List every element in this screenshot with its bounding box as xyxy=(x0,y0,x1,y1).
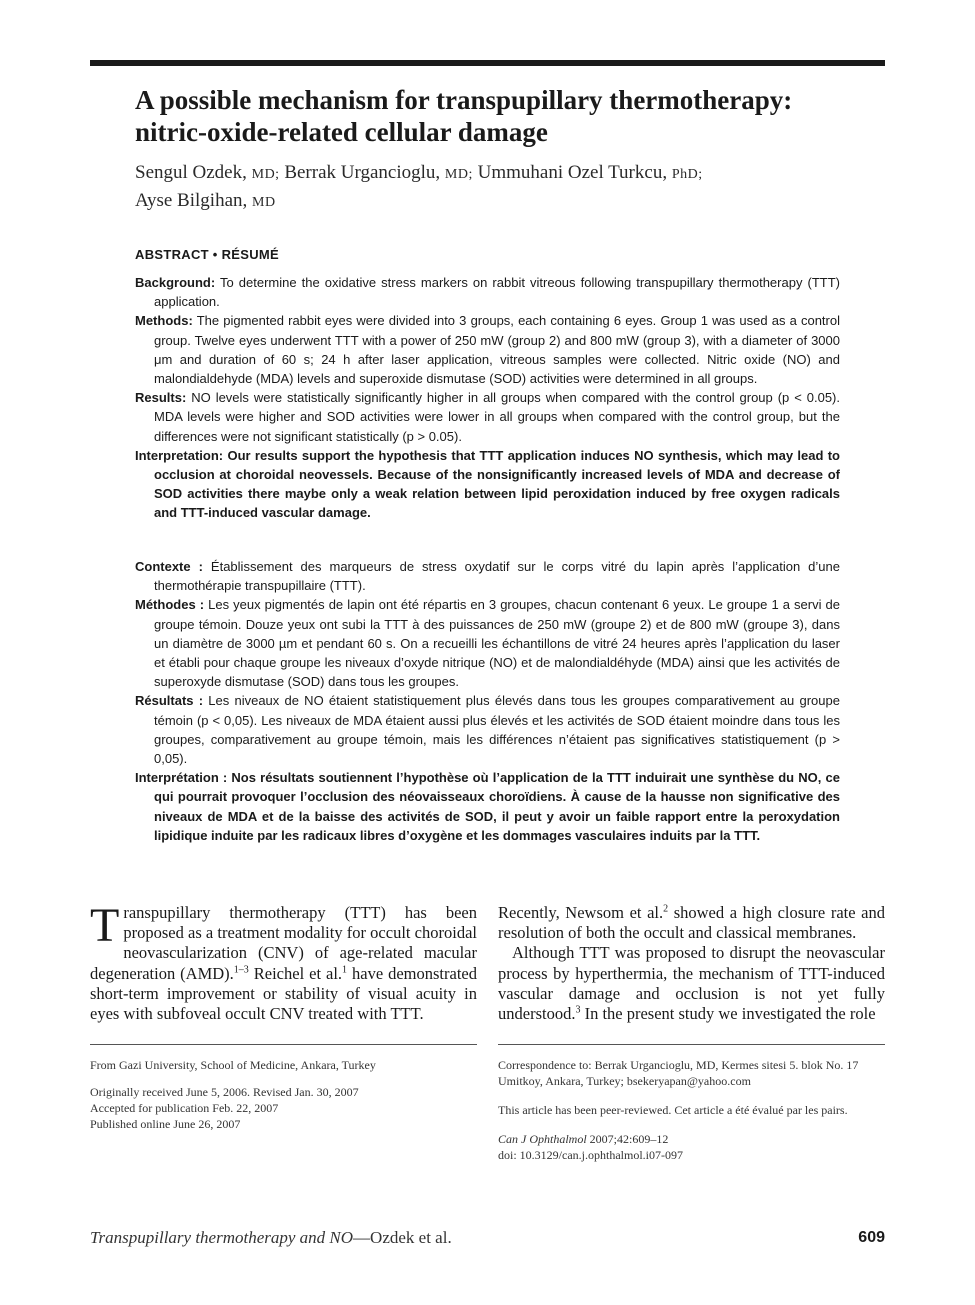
body-text: ranspupillary thermotherapy (TTT) has been proposed as a treatment modality for occult choroidal neovascularization (CNV) of age-related macular degeneration (AMD). xyxy=(90,903,477,983)
section-text: Les niveaux de NO étaient statistiquement plus élevés dans tous les groupes comparativement au groupe témoin (p < 0,05). Les niveaux de MDA étaient aussi plus élevés et les activités de SOD étaient moindre dans tous les groupes, comparativement au groupe témoin, mais les différences n’étaient pas significatives statistiquement (p > 0,05). xyxy=(154,693,840,767)
body-paragraph xyxy=(498,903,885,943)
footnote-divider xyxy=(90,1044,477,1045)
affiliation: From Gazi University, School of Medicine, Ankara, Turkey xyxy=(90,1058,376,1072)
abstract-background xyxy=(135,273,840,311)
abstract-methods xyxy=(135,311,840,388)
body-text: showed a high closure rate and resolution of both the occult and classical membranes. xyxy=(498,903,885,943)
correspondence-address xyxy=(498,1073,898,1089)
section-label: Background: xyxy=(135,275,216,290)
author-degree: MD; xyxy=(444,167,473,182)
section-text: Nos résultats soutiennent l’hypothèse où l’application de la TTT induirait une synthèse du NO, ce qui pourrait provoquer l’occlusion des néovaisseaux choroïdiens. À cause de la hausse non significative des niveaux de MDA et de la baisse des activités de SOD, il peut y avoir un faible rapport entre la peroxydation lipidique induite par les radicaux libres d’oxygène et les dommages vasculaires induits par la TTT. xyxy=(154,770,840,843)
resume-methodes xyxy=(135,595,840,691)
page-number: 609 xyxy=(858,1229,885,1246)
section-text: To determine the oxidative stress markers on rabbit vitreous following transpupillary thermotherapy (TTT) application. xyxy=(154,275,840,310)
section-label: Méthodes : xyxy=(135,597,205,613)
received-date: Originally received June 5, 2006. Revised Jan. 30, 2007 xyxy=(90,1085,359,1099)
section-text: NO levels were statistically significantly higher in all groups when compared with the control group (p < 0.05). MDA levels were higher and SOD activities were lower in all groups when compared with the control group, but the differences were not significant statistically (p > 0.05). xyxy=(154,390,840,444)
abstract-heading: ABSTRACT • RÉSUMÉ xyxy=(135,247,279,262)
body-text: have demonstrated short-term improvement or stability of visual acuity in eyes with subfoveal occult CNV treated with TTT. xyxy=(90,963,477,1024)
journal-citation xyxy=(498,1131,898,1147)
resume-contexte xyxy=(135,557,840,595)
correspondence-text: Umitkoy, Ankara, Turkey; bsekeryapan@yahoo.com xyxy=(498,1074,751,1088)
author-name: Ummuhani Ozel Turkcu, xyxy=(477,162,668,183)
author-degree: PhD; xyxy=(671,167,703,182)
running-authors: —Ozdek et al. xyxy=(353,1228,452,1247)
top-rule xyxy=(90,60,885,66)
drop-cap: T xyxy=(90,899,120,952)
abstract-french xyxy=(135,557,840,845)
section-text: The pigmented rabbit eyes were divided into 3 groups, each containing 6 eyes. Group 1 was used as a control group. Twelve eyes underwent TTT with a power of 250 mW (group 2) and 800 mW (group 3), with a diameter of 3000 μm and duration of 60 s; 24 h after laser application, vitreous samples were collected. Nitric oxide (NO) and malondialdehyde (MDA) levels and superoxide dismutase (SOD) activities were determined in all groups. xyxy=(154,313,840,387)
abstract-english xyxy=(135,273,840,523)
body-column-right xyxy=(498,903,885,1024)
peer-review-note: This article has been peer-reviewed. Cet article a été évalué par les pairs. xyxy=(498,1103,848,1117)
journal-name: Can J Ophthalmol xyxy=(498,1132,587,1146)
article-title xyxy=(135,84,885,148)
correspondence: Correspondence to: Berrak Urgancioglu, MD, Kermes sitesi 5. blok No. 17 xyxy=(498,1058,859,1072)
published-date: Published online June 26, 2007 xyxy=(90,1117,241,1131)
section-label: Methods: xyxy=(135,313,193,329)
body-text: In the present study we investigated the role xyxy=(580,1004,876,1024)
footnote-divider xyxy=(498,1044,885,1045)
title-line-2: nitric-oxide-related cellular damage xyxy=(135,117,548,147)
body-paragraph xyxy=(498,943,885,1024)
author-name: Berrak Urgancioglu, xyxy=(284,162,441,183)
section-label: Interpretation: xyxy=(135,447,224,463)
citation-ref: 1 xyxy=(342,964,348,976)
section-text: Our results support the hypothesis that TTT application induces NO synthesis, which may lead to occlusion at choroidal neovessels. Because of the nonsignificantly increased levels of MDA and decrease of SOD activities there maybe only a weak relation between lipid peroxidation induced by free oxygen radicals and TTT-induced vascular damage. xyxy=(154,447,840,521)
citation-ref: 2 xyxy=(663,903,669,915)
resume-resultats xyxy=(135,691,840,768)
body-text: Recently, Newsom et al. xyxy=(498,903,664,922)
citation-ref: 1–3 xyxy=(233,964,249,976)
citation-ref: 3 xyxy=(575,1004,581,1016)
citation-text: 2007;42:609–12 xyxy=(586,1132,669,1146)
running-title: Transpupillary thermotherapy and NO xyxy=(90,1228,354,1247)
section-label: Results: xyxy=(135,390,187,406)
author-degree: MD xyxy=(252,195,276,210)
intro-paragraph xyxy=(90,899,477,1024)
resume-interpretation xyxy=(135,768,840,845)
footnotes-left xyxy=(90,1057,477,1132)
running-footer xyxy=(90,1228,452,1248)
title-line-1: A possible mechanism for transpupillary thermotherapy: xyxy=(135,85,793,115)
abstract-results xyxy=(135,388,840,446)
body-text: Although TTT was proposed to disrupt the neovascular process by hyperthermia, the mechanism of TTT-induced vascular damage and occlusion is not yet fully understood. xyxy=(498,943,885,1024)
doi: doi: 10.3129/can.j.ophthalmol.i07-097 xyxy=(498,1148,683,1162)
section-text: Établissement des marqueurs de stress oxydatif sur le corps vitré du lapin après l’application d’une thermothérapie transpupillaire (TTT). xyxy=(154,559,840,594)
section-label: Résultats : xyxy=(135,693,204,709)
author-name: Ayse Bilgihan, xyxy=(135,190,248,211)
section-text: Les yeux pigmentés de lapin ont été répartis en 3 groupes, chacun contenant 6 yeux. Le groupe 1 a servi de groupe témoin. Douze yeux ont subi la TTT à des puissances de 250 mW (groupe 2) et de 800 mW (groupe 3), dans un diamètre de 3000 µm et pendant 60 s. On a recueilli les échantillons de vitré 24 heures après l’application du laser et établi pour chaque groupe les niveaux d’oxyde nitrique (NO) et de malondialdéhyde (MDA) ainsi que les activités de superoxyde dismutase (SOD) dans tous les groupes. xyxy=(154,597,840,690)
author-name: Sengul Ozdek, xyxy=(135,162,247,183)
section-label: Contexte : xyxy=(135,559,203,574)
abstract-interpretation xyxy=(135,446,840,523)
author-list xyxy=(135,160,885,216)
section-label: Interprétation : xyxy=(135,770,228,786)
body-column-left xyxy=(90,899,477,1024)
body-text: Reichel et al. xyxy=(248,963,343,983)
author-degree: MD; xyxy=(251,167,280,182)
accepted-date: Accepted for publication Feb. 22, 2007 xyxy=(90,1101,279,1115)
footnotes-right xyxy=(498,1057,898,1163)
